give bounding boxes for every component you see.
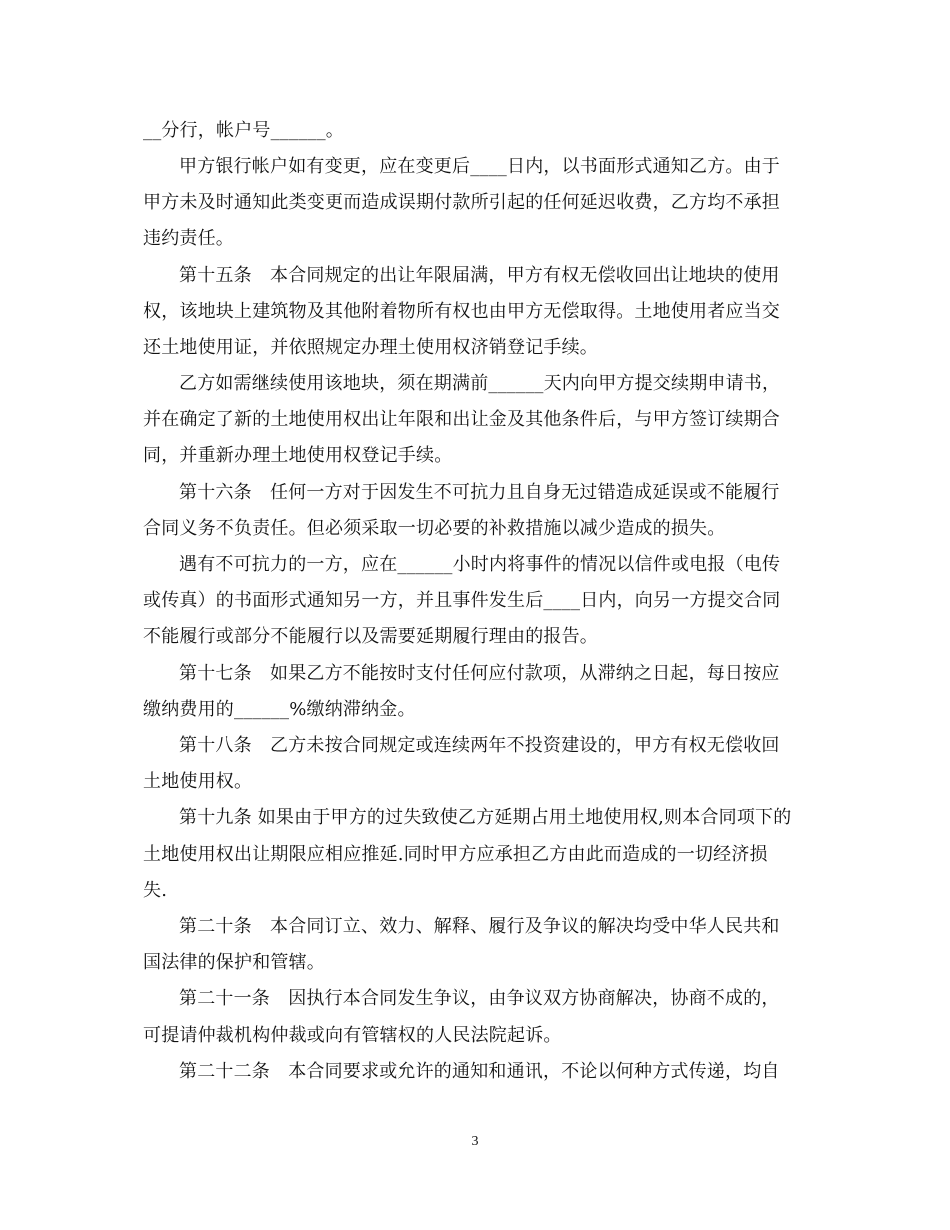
text-line: 可提请仲裁机构仲裁或向有管辖权的人民法院起诉。 (143, 1025, 562, 1046)
text-line: 不能履行或部分不能履行以及需要延期履行理由的报告。 (143, 626, 598, 647)
text-line: 第十七条 如果乙方不能按时支付任何应付款项，从滞纳之日起，每日按应 (179, 663, 780, 684)
text-line: 合同义务不负责任。但必须采取一切必要的补救措施以减少造成的损失。 (143, 518, 726, 539)
text-line: 第二十二条 本合同要求或允许的通知和通讯，不论以何种方式传递，均自 (179, 1061, 780, 1082)
text-line: 土地使用权出让期限应相应推延.同时甲方应承担乙方由此而造成的一切经济损 (143, 844, 768, 865)
text-line: __分行，帐户号______。 (143, 120, 344, 141)
text-line: 土地使用权。 (143, 771, 253, 792)
text-line: 遇有不可抗力的一方，应在______小时内将事件的情况以信件或电报（电传 (179, 554, 781, 575)
text-line: 第十五条 本合同规定的出让年限届满，甲方有权无偿收回出让地块的使用 (179, 265, 780, 286)
text-line: 第十八条 乙方未按合同规定或连续两年不投资建设的，甲方有权无偿收回 (179, 735, 780, 756)
text-line: 同，并重新办理土地使用权登记手续。 (143, 445, 453, 466)
text-line: 还土地使用证，并依照规定办理土使用权济销登记手续。 (143, 337, 598, 358)
text-line: 甲方银行帐户如有变更，应在变更后____日内，以书面形式通知乙方。由于 (179, 156, 780, 177)
text-line: 第十九条 如果由于甲方的过失致使乙方延期占用土地使用权,则本合同项下的 (179, 807, 792, 828)
text-line: 违约责任。 (143, 228, 234, 249)
text-line: 乙方如需继续使用该地块，须在期满前______天内向甲方提交续期申请书， (179, 373, 781, 394)
text-line: 缴纳费用的______%缴纳滞纳金。 (143, 699, 416, 720)
text-line: 第二十一条 因执行本合同发生争议，由争议双方协商解决，协商不成的， (179, 988, 780, 1009)
text-line: 第二十条 本合同订立、效力、解释、履行及争议的解决均受中华人民共和 (179, 916, 780, 937)
text-line: 或传真）的书面形式通知另一方，并且事件发生后____日内，向另一方提交合同 (143, 590, 781, 611)
text-line: 权，该地块上建筑物及其他附着物所有权也由甲方无偿取得。土地使用者应当交 (143, 301, 780, 322)
text-line: 并在确定了新的土地使用权出让年限和出让金及其他条件后，与甲方签订续期合 (143, 409, 780, 430)
text-line: 第十六条 任何一方对于因发生不可抗力且自身无过错造成延误或不能履行 (179, 482, 780, 503)
page-number: 3 (471, 1134, 479, 1149)
text-line: 甲方未及时通知此类变更而造成误期付款所引起的任何延迟收费，乙方均不承担 (143, 192, 780, 213)
text-line: 失. (143, 880, 168, 901)
text-line: 国法律的保护和管辖。 (143, 952, 325, 973)
